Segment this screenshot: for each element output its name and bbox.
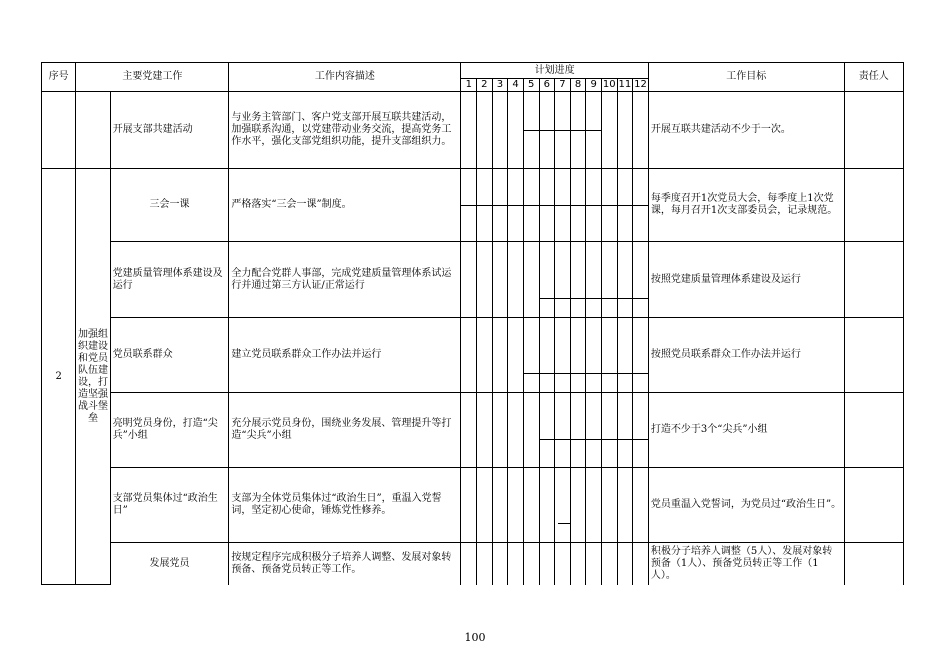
month-cell <box>492 543 508 585</box>
month-label: 7 <box>555 79 571 92</box>
group-main-work: 加强组织建设和党员队伍建设，打造坚强战斗堡垒 <box>76 169 110 585</box>
month-cell <box>555 169 571 242</box>
work-goal: 按照党建质量管理体系建设及运行 <box>648 242 844 318</box>
month-cell <box>461 169 477 242</box>
progress-bar-segment <box>633 373 648 374</box>
progress-bar-segment <box>633 205 648 206</box>
progress-bar-segment <box>524 205 539 206</box>
month-cell <box>539 92 555 169</box>
table-row <box>42 92 904 169</box>
progress-bar-segment <box>571 439 586 440</box>
header-owner: 责任人 <box>844 63 903 92</box>
owner-cell <box>844 242 903 318</box>
work-goal: 打造不少于3个“尖兵”小组 <box>648 393 844 468</box>
progress-bar-segment <box>618 205 633 206</box>
month-cell <box>633 169 649 242</box>
month-label: 3 <box>492 79 508 92</box>
progress-bar-segment <box>571 205 586 206</box>
progress-bar-segment <box>602 439 617 440</box>
month-cell <box>570 543 586 585</box>
month-cell <box>508 242 524 318</box>
table-row <box>42 468 904 543</box>
month-cell <box>555 92 571 169</box>
work-goal: 党员重温入党誓词，为党员过“政治生日”。 <box>648 468 844 543</box>
month-cell <box>633 92 649 169</box>
month-cell <box>539 393 555 468</box>
main-work-cell <box>76 92 110 169</box>
month-cell <box>492 169 508 242</box>
progress-bar-segment <box>493 205 508 206</box>
month-label: 10 <box>602 79 616 90</box>
month-cell <box>633 242 649 318</box>
progress-bar-segment <box>618 298 633 299</box>
work-content: 与业务主管部门、客户党支部开展互联共建活动，加强联系沟通，以党建带动业务交流，提高党务工作水平，强化支部党组织功能，提升支部组织力。 <box>229 92 461 169</box>
owner-cell <box>844 543 903 585</box>
progress-bar-segment <box>555 373 570 374</box>
month-cell <box>555 318 571 393</box>
work-content: 建立党员联系群众工作办法并运行 <box>229 318 461 393</box>
owner-cell <box>844 169 903 242</box>
progress-bar-segment <box>586 205 601 206</box>
month-cell <box>539 169 555 242</box>
month-cell <box>601 92 617 169</box>
month-cell <box>523 543 539 585</box>
progress-bar-segment <box>477 205 492 206</box>
month-label: 11 <box>618 79 632 90</box>
month-label: 4 <box>508 79 524 92</box>
sub-work: 三会一课 <box>110 169 229 242</box>
progress-bar-segment <box>540 205 555 206</box>
month-cell <box>555 393 571 468</box>
month-cell <box>601 318 617 393</box>
work-content: 充分展示党员身份，围绕业务发展、管理提升等打造“尖兵”小组 <box>229 393 461 468</box>
progress-bar-segment <box>602 373 617 374</box>
work-content: 全力配合党群人事部，完成党建质量管理体系试运行并通过第三方认证/正常运行 <box>229 242 461 318</box>
month-cell <box>477 393 493 468</box>
progress-bar-segment <box>540 373 555 374</box>
month-cell <box>570 468 586 543</box>
header-main-work: 主要党建工作 <box>76 63 229 92</box>
progress-bar-segment <box>461 205 476 206</box>
month-cell <box>523 92 539 169</box>
month-cell <box>508 318 524 393</box>
month-cell <box>586 393 602 468</box>
owner-cell <box>844 92 903 169</box>
owner-cell <box>844 318 903 393</box>
month-cell <box>601 393 617 468</box>
table-row <box>42 169 904 242</box>
work-goal: 积极分子培养人调整（5人）、发展对象转预备（1人）、预备党员转正等工作（1人）。 <box>648 543 844 585</box>
sub-work: 开展支部共建活动 <box>110 92 229 169</box>
month-cell <box>555 543 571 585</box>
month-cell <box>617 318 633 393</box>
month-cell <box>461 543 477 585</box>
sub-work: 发展党员 <box>110 543 229 585</box>
group-seq: 2 <box>42 169 76 585</box>
month-cell <box>539 318 555 393</box>
progress-bar-segment <box>633 439 648 440</box>
month-cell <box>492 92 508 169</box>
month-cell <box>492 242 508 318</box>
month-cell <box>633 543 649 585</box>
progress-bar-segment <box>618 439 633 440</box>
progress-bar-segment <box>633 298 648 299</box>
work-goal: 按照党员联系群众工作办法并运行 <box>648 318 844 393</box>
progress-bar-segment <box>508 205 523 206</box>
month-cell <box>508 468 524 543</box>
header-goal: 工作目标 <box>648 63 844 92</box>
table-row <box>42 242 904 318</box>
month-cell <box>539 242 555 318</box>
month-cell <box>617 468 633 543</box>
month-cell <box>477 169 493 242</box>
progress-bar-segment <box>618 373 633 374</box>
month-cell <box>633 468 649 543</box>
month-cell <box>601 468 617 543</box>
month-label: 9 <box>586 79 602 92</box>
progress-bar-segment <box>586 373 601 374</box>
sub-work: 亮明党员身份，打造“尖兵”小组 <box>110 393 229 468</box>
month-cell <box>523 318 539 393</box>
month-label: 2 <box>477 79 493 92</box>
owner-cell <box>844 393 903 468</box>
month-cell <box>461 318 477 393</box>
progress-bar-segment <box>558 523 570 524</box>
table-row <box>42 318 904 393</box>
party-work-plan-table <box>41 62 904 585</box>
month-cell <box>617 543 633 585</box>
work-content: 支部为全体党员集体过“政治生日”，重温入党誓词，坚定初心使命，锤炼党性修养。 <box>229 468 461 543</box>
progress-bar-segment <box>602 205 617 206</box>
sub-work: 党员联系群众 <box>110 318 229 393</box>
month-cell <box>477 318 493 393</box>
progress-bar-segment <box>586 439 601 440</box>
progress-bar-segment <box>524 373 539 374</box>
month-label: 6 <box>539 79 555 92</box>
month-cell <box>477 242 493 318</box>
progress-bar-segment <box>540 130 555 131</box>
header-content: 工作内容描述 <box>229 63 461 92</box>
month-cell <box>633 318 649 393</box>
month-cell <box>492 318 508 393</box>
month-cell <box>586 92 602 169</box>
month-cell <box>570 318 586 393</box>
month-cell <box>586 318 602 393</box>
month-label: 8 <box>570 79 586 92</box>
progress-bar-segment <box>571 298 586 299</box>
owner-cell <box>844 468 903 543</box>
month-label: 1 <box>461 79 477 92</box>
seq-cell <box>42 92 76 169</box>
month-cell <box>555 468 571 543</box>
month-cell <box>570 169 586 242</box>
month-cell <box>508 169 524 242</box>
header-seq: 序号 <box>42 63 76 92</box>
month-cell <box>617 92 633 169</box>
month-cell <box>477 543 493 585</box>
progress-bar-segment <box>540 298 555 299</box>
month-cell <box>570 393 586 468</box>
work-goal: 开展互联共建活动不少于一次。 <box>648 92 844 169</box>
month-cell <box>586 169 602 242</box>
progress-bar-segment <box>571 373 586 374</box>
month-cell <box>492 393 508 468</box>
progress-bar-segment <box>555 130 570 131</box>
work-content: 严格落实“三会一课”制度。 <box>229 169 461 242</box>
work-goal: 每季度召开1次党员大会，每季度上1次党课，每月召开1次支部委员会，记录规范。 <box>648 169 844 242</box>
progress-bar-segment <box>555 205 570 206</box>
month-label: 12 <box>634 79 647 90</box>
table-row <box>42 543 904 585</box>
month-cell <box>586 242 602 318</box>
month-cell <box>617 242 633 318</box>
month-cell <box>523 242 539 318</box>
month-cell <box>461 468 477 543</box>
progress-bar-segment <box>586 130 601 131</box>
month-cell <box>508 92 524 169</box>
progress-bar-segment <box>555 298 570 299</box>
sub-work: 支部党员集体过“政治生日” <box>110 468 229 543</box>
work-content: 按规定程序完成积极分子培养人调整、发展对象转预备、预备党员转正等工作。 <box>229 543 461 585</box>
progress-bar-segment <box>602 298 617 299</box>
progress-bar-segment <box>586 298 601 299</box>
month-cell <box>539 468 555 543</box>
month-cell <box>461 242 477 318</box>
month-cell <box>570 242 586 318</box>
month-cell <box>539 543 555 585</box>
month-label: 5 <box>523 79 539 92</box>
month-cell <box>601 242 617 318</box>
month-cell <box>523 393 539 468</box>
month-cell <box>555 242 571 318</box>
month-cell <box>477 92 493 169</box>
month-cell <box>523 169 539 242</box>
page-number: 100 <box>464 631 486 644</box>
month-cell <box>617 393 633 468</box>
progress-bar-segment <box>524 130 539 131</box>
month-cell <box>633 393 649 468</box>
month-cell <box>601 169 617 242</box>
month-cell <box>477 468 493 543</box>
month-cell <box>523 468 539 543</box>
month-cell <box>586 468 602 543</box>
month-cell <box>508 393 524 468</box>
month-cell <box>617 169 633 242</box>
progress-bar-segment <box>571 130 586 131</box>
month-cell <box>461 92 477 169</box>
table-row <box>42 393 904 468</box>
header-progress: 计划进度 <box>461 63 648 79</box>
month-cell <box>492 468 508 543</box>
progress-bar-segment <box>555 439 570 440</box>
month-cell <box>570 92 586 169</box>
month-cell <box>508 543 524 585</box>
sub-work: 党建质量管理体系建设及运行 <box>110 242 229 318</box>
month-cell <box>601 543 617 585</box>
month-cell <box>461 393 477 468</box>
progress-bar-segment <box>540 439 555 440</box>
month-cell <box>586 543 602 585</box>
